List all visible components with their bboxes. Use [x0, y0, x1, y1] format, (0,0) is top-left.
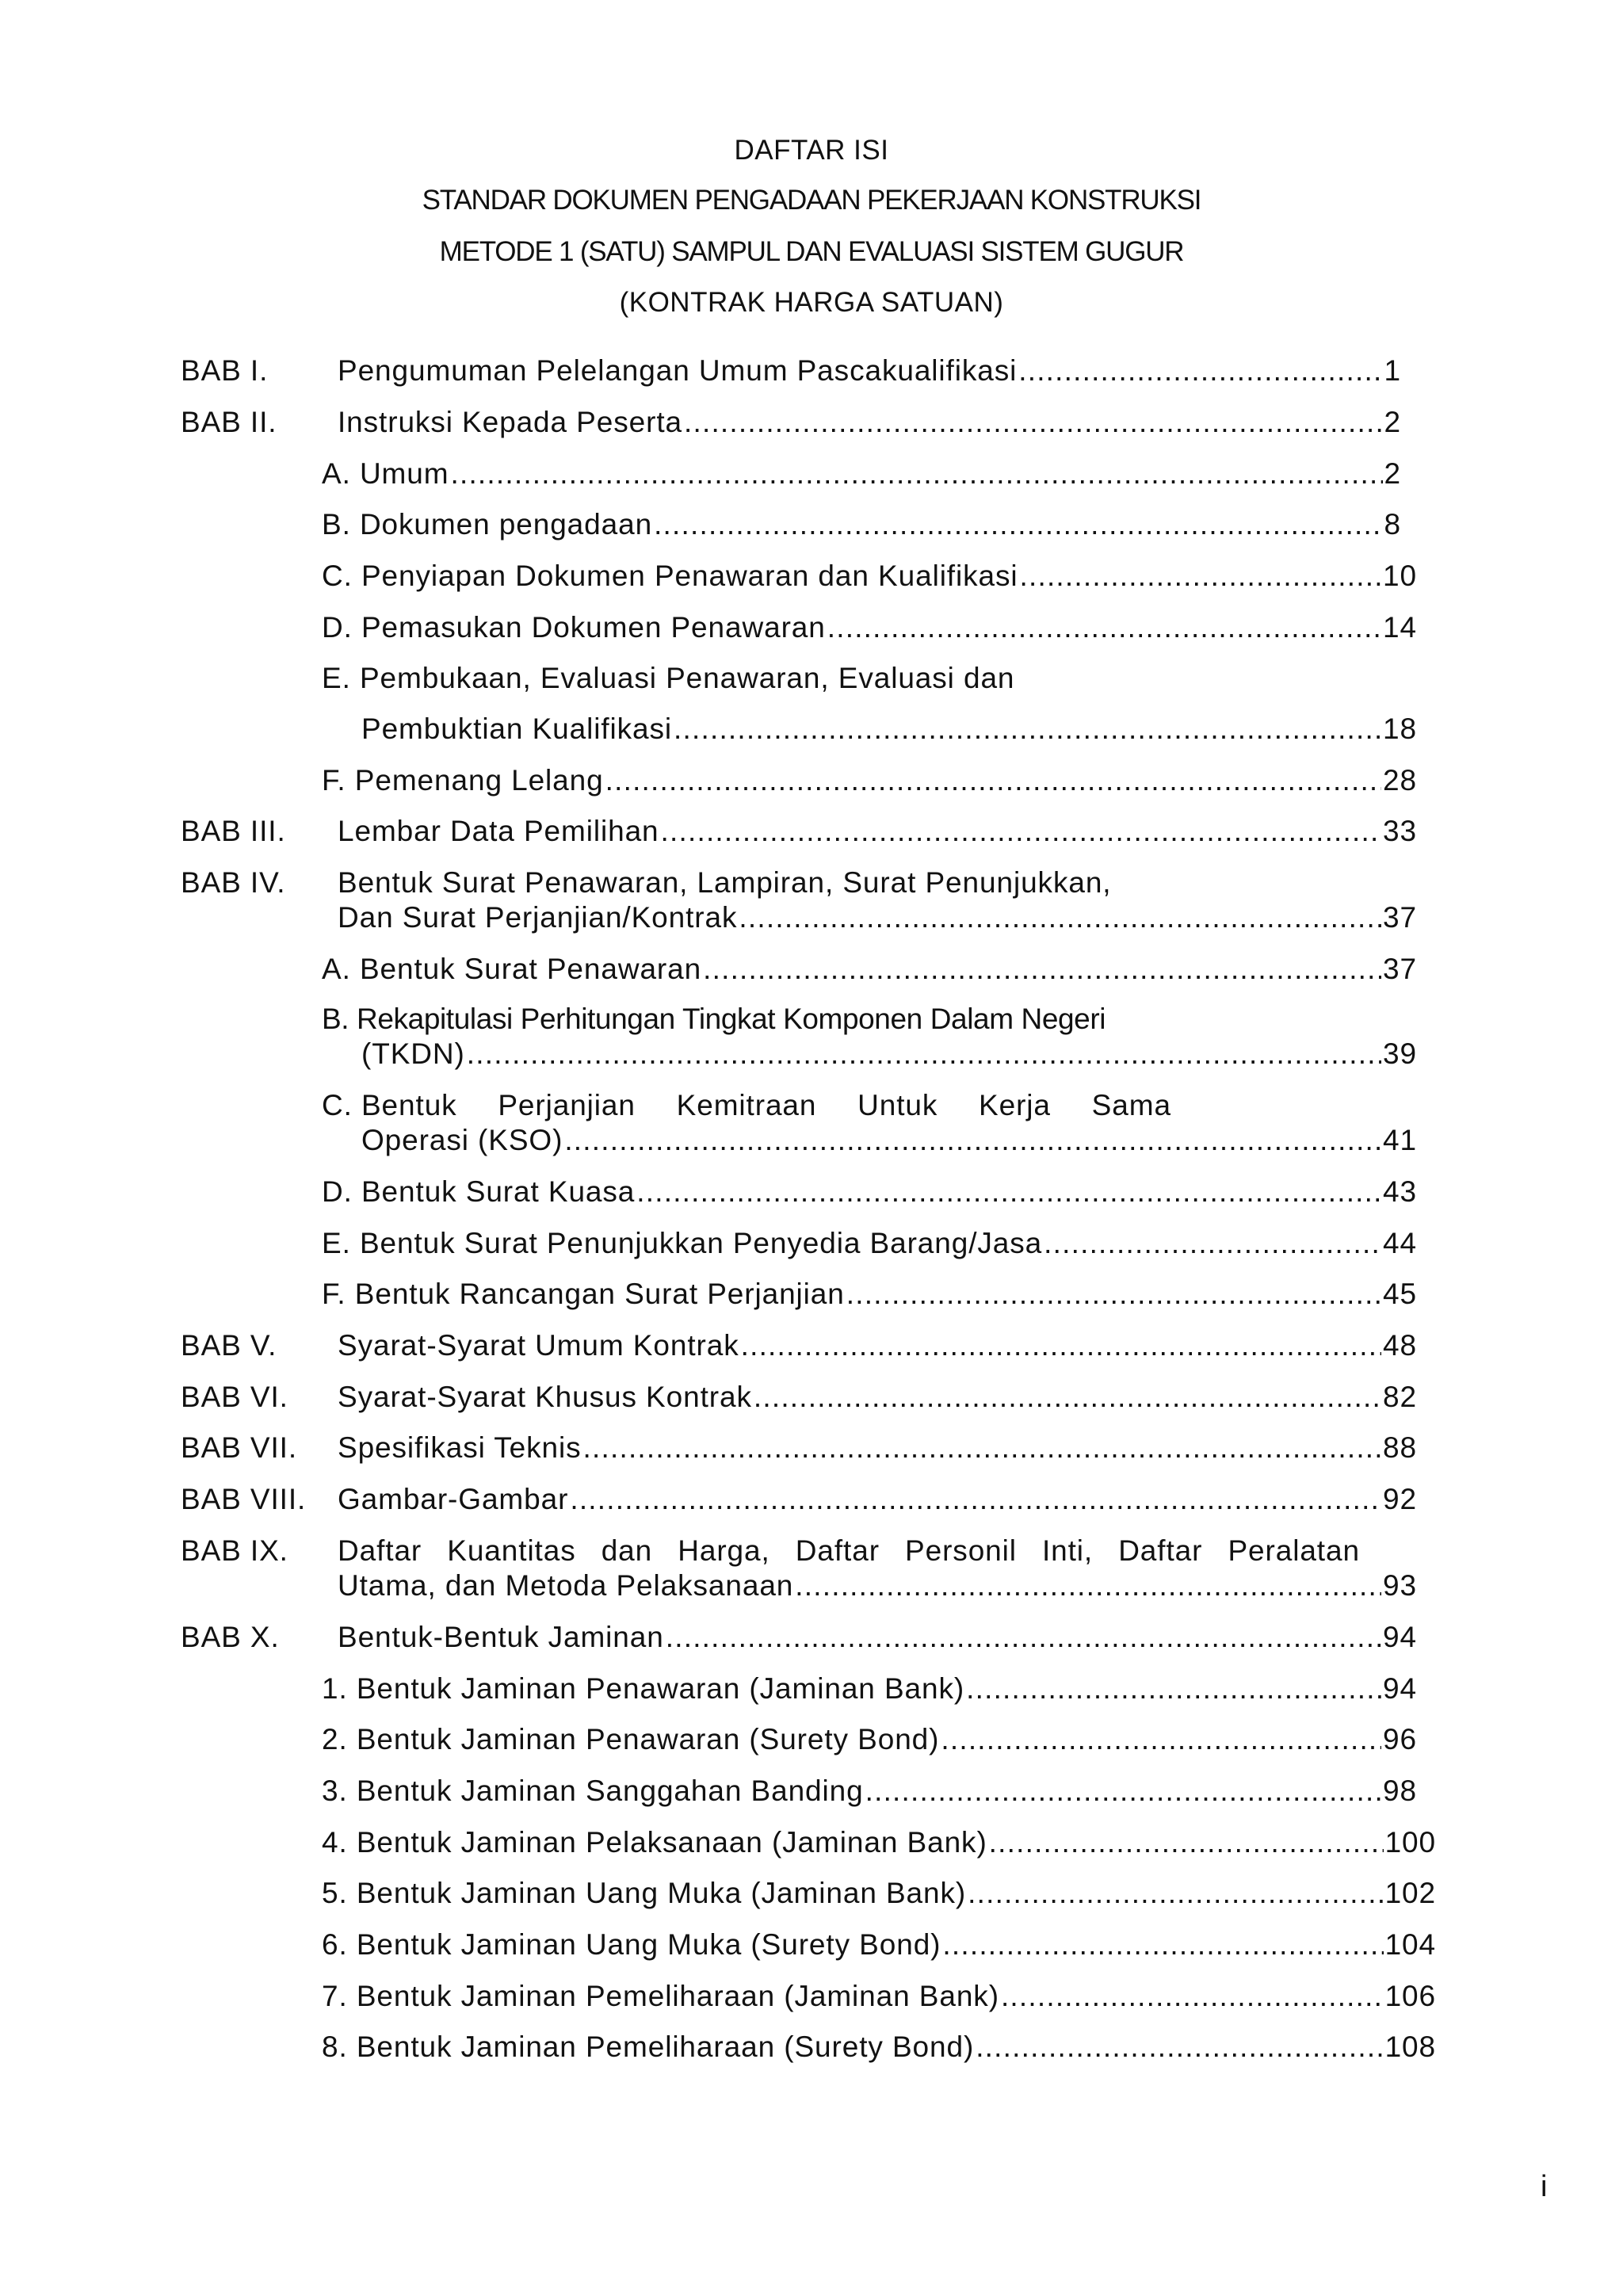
toc-subentry[interactable] — [322, 1277, 1417, 1312]
toc-page-number: 10 — [1383, 560, 1417, 592]
toc-word: Daftar — [795, 1534, 880, 1567]
toc-leader-dots — [989, 1825, 1384, 1860]
toc-subentry[interactable] — [322, 1175, 1417, 1209]
toc-page-number: 94 — [1383, 1621, 1417, 1653]
toc-page-number: 28 — [1383, 764, 1417, 797]
toc-subentry-title-line1[interactable]: B. Rekapitulasi Perhitungan Tingkat Komponen Dalam Negeri — [322, 1003, 1106, 1035]
toc-entry-title: D. Pemasukan Dokumen Penawaran — [322, 611, 826, 644]
toc-chapter-number: BAB I. — [181, 354, 269, 387]
toc-word: Kerja — [979, 1089, 1051, 1121]
toc-subentry[interactable] — [361, 712, 1417, 747]
document-subtitle-1: STANDAR DOKUMEN PENGADAAN PEKERJAAN KONSTRUKSI — [422, 185, 1201, 216]
toc-entry-title: Spesifikasi Teknis — [338, 1431, 582, 1464]
toc-entry-title: Syarat-Syarat Khusus Kontrak — [338, 1381, 752, 1413]
toc-subentry-title-line1[interactable]: E. Pembukaan, Evaluasi Penawaran, Evaluasi dan — [322, 662, 1015, 694]
toc-leader-dots — [1044, 1226, 1381, 1261]
toc-leader-dots — [966, 1671, 1381, 1706]
toc-entry-title: 3. Bentuk Jaminan Sanggahan Banding — [322, 1775, 864, 1807]
toc-entry-title: 1. Bentuk Jaminan Penawaran (Jaminan Bank) — [322, 1672, 965, 1705]
toc-page-number: 82 — [1383, 1381, 1417, 1413]
toc-word: dan — [601, 1534, 653, 1567]
page-number: i — [1541, 2170, 1548, 2203]
toc-page-number: 48 — [1383, 1329, 1417, 1362]
toc-chapter-number: BAB IV. — [181, 866, 286, 899]
toc-leader-dots — [661, 814, 1381, 849]
toc-word: C. Bentuk — [322, 1089, 457, 1121]
toc-entry-title: Instruksi Kepada Peserta — [338, 406, 682, 438]
toc-entry-title: Lembar Data Pemilihan — [338, 815, 659, 847]
toc-chapter-number: BAB VI. — [181, 1381, 288, 1413]
toc-word: Daftar — [1118, 1534, 1203, 1567]
toc-entry-title: A. Umum — [322, 457, 449, 490]
toc-word: Inti, — [1041, 1534, 1094, 1567]
toc-subentry[interactable] — [322, 610, 1417, 645]
toc-page-number: 93 — [1383, 1569, 1417, 1602]
toc-page-number: 18 — [1383, 712, 1417, 745]
toc-leader-dots — [570, 1482, 1381, 1517]
toc-page-number: 41 — [1383, 1124, 1417, 1156]
toc-entry-title: 7. Bentuk Jaminan Pemeliharaan (Jaminan Bank) — [322, 1980, 999, 2012]
toc-subentry[interactable] — [322, 1876, 1436, 1911]
toc-page-number: 14 — [1383, 611, 1417, 644]
toc-entry-title: Syarat-Syarat Umum Kontrak — [338, 1329, 739, 1362]
toc-leader-dots — [741, 1328, 1381, 1363]
toc-entry-title: 6. Bentuk Jaminan Uang Muka (Surety Bond) — [322, 1928, 941, 1961]
toc-entry-title: 4. Bentuk Jaminan Pelaksanaan (Jaminan Bank) — [322, 1826, 987, 1859]
toc-leader-dots — [1001, 1979, 1384, 2014]
toc-leader-dots — [865, 1774, 1381, 1809]
toc-chapter-number: BAB III. — [181, 815, 286, 847]
toc-leader-dots — [739, 900, 1381, 935]
toc-entry[interactable] — [338, 353, 1401, 388]
toc-entry-title: (TKDN) — [361, 1037, 465, 1070]
toc-leader-dots — [450, 457, 1382, 491]
toc-page-number: 102 — [1384, 1877, 1436, 1909]
toc-entry-title: D. Bentuk Surat Kuasa — [322, 1175, 636, 1208]
toc-entry-title: Dan Surat Perjanjian/Kontrak — [338, 901, 738, 934]
toc-word: Kemitraan — [676, 1089, 817, 1121]
toc-page-number: 43 — [1383, 1175, 1417, 1208]
toc-entry-title: A. Bentuk Surat Penawaran — [322, 953, 702, 985]
toc-subentry[interactable] — [322, 1927, 1436, 1962]
toc-entry-title: 5. Bentuk Jaminan Uang Muka (Jaminan Bank) — [322, 1877, 967, 1909]
toc-entry-title: C. Penyiapan Dokumen Penawaran dan Kualifikasi — [322, 560, 1018, 592]
toc-chapter-number: BAB II. — [181, 406, 277, 438]
toc-page-number: 2 — [1384, 457, 1401, 490]
toc-leader-dots — [674, 712, 1381, 747]
toc-page-number: 37 — [1383, 953, 1417, 985]
toc-page-number: 1 — [1384, 354, 1401, 387]
toc-subentry[interactable] — [322, 2030, 1436, 2065]
toc-leader-dots — [1018, 353, 1382, 388]
toc-entry-title: Pengumuman Pelelangan Umum Pascakualifikasi — [338, 354, 1018, 387]
toc-subentry[interactable] — [322, 1722, 1417, 1757]
toc-entry-title: Pembuktian Kualifikasi — [361, 712, 673, 745]
toc-entry-title: Bentuk-Bentuk Jaminan — [338, 1621, 664, 1653]
toc-entry-title: 8. Bentuk Jaminan Pemeliharaan (Surety Bond) — [322, 2030, 975, 2063]
toc-leader-dots — [467, 1037, 1381, 1072]
toc-chapter-number: BAB IX. — [181, 1534, 288, 1567]
toc-leader-dots — [1020, 559, 1382, 594]
toc-subentry[interactable] — [322, 1825, 1436, 1860]
toc-subentry[interactable] — [322, 1774, 1417, 1809]
toc-page-number: 45 — [1383, 1278, 1417, 1310]
toc-leader-dots — [942, 1927, 1383, 1962]
toc-leader-dots — [583, 1431, 1381, 1465]
toc-entry-title: Operasi (KSO) — [361, 1124, 563, 1156]
toc-word: Untuk — [857, 1089, 938, 1121]
toc-leader-dots — [846, 1277, 1381, 1312]
toc-subentry[interactable] — [361, 1037, 1417, 1072]
toc-entry-title: Gambar-Gambar — [338, 1483, 569, 1515]
toc-subentry[interactable] — [322, 1979, 1436, 2014]
toc-chapter-number: BAB V. — [181, 1329, 277, 1362]
toc-subentry[interactable] — [322, 952, 1417, 987]
toc-subentry[interactable] — [322, 1226, 1417, 1261]
toc-leader-dots — [827, 610, 1381, 645]
toc-page-number: 108 — [1384, 2030, 1436, 2063]
document-subtitle-3: (KONTRAK HARGA SATUAN) — [619, 287, 1004, 318]
toc-entry[interactable] — [338, 1380, 1417, 1415]
toc-entry-title: B. Dokumen pengadaan — [322, 508, 653, 541]
toc-entry[interactable] — [338, 1568, 1417, 1603]
toc-subentry[interactable] — [322, 507, 1401, 542]
toc-subentry[interactable] — [361, 1123, 1417, 1158]
toc-page-number: 37 — [1383, 901, 1417, 934]
toc-entry[interactable] — [338, 814, 1417, 849]
toc-entry-title: F. Pemenang Lelang — [322, 764, 604, 797]
toc-word: Daftar — [338, 1534, 422, 1567]
toc-entry[interactable] — [338, 1431, 1417, 1465]
toc-entry-title: E. Bentuk Surat Penunjukkan Penyedia Barang/Jasa — [322, 1227, 1043, 1259]
toc-page-number: 104 — [1384, 1928, 1436, 1961]
toc-entry[interactable] — [338, 900, 1417, 935]
toc-subentry[interactable] — [322, 1671, 1417, 1706]
toc-leader-dots — [605, 763, 1381, 798]
toc-page-number: 96 — [1383, 1723, 1417, 1755]
toc-word: Sama — [1091, 1089, 1171, 1121]
toc-leader-dots — [968, 1876, 1383, 1911]
toc-word: Perjanjian — [498, 1089, 636, 1121]
toc-page-number: 33 — [1383, 815, 1417, 847]
toc-leader-dots — [976, 2030, 1383, 2065]
toc-chapter-number: BAB VII. — [181, 1431, 298, 1464]
toc-page-number: 88 — [1383, 1431, 1417, 1464]
toc-entry[interactable] — [338, 1328, 1417, 1363]
toc-leader-dots — [684, 405, 1383, 440]
toc-page-number: 100 — [1384, 1826, 1436, 1859]
toc-entry-title-line1[interactable]: Bentuk Surat Penawaran, Lampiran, Surat Penunjukkan, — [338, 866, 1112, 899]
toc-word: Harga, — [678, 1534, 770, 1567]
toc-leader-dots — [636, 1175, 1381, 1209]
toc-leader-dots — [564, 1123, 1381, 1158]
toc-page-number: 98 — [1383, 1775, 1417, 1807]
toc-word: Peralatan — [1228, 1534, 1360, 1567]
toc-page-number: 94 — [1383, 1672, 1417, 1705]
toc-leader-dots — [795, 1568, 1381, 1603]
toc-entry[interactable] — [338, 1482, 1417, 1517]
toc-page-number: 39 — [1383, 1037, 1417, 1070]
toc-page-number: 2 — [1384, 406, 1401, 438]
toc-leader-dots — [754, 1380, 1381, 1415]
toc-word: Kuantitas — [447, 1534, 576, 1567]
document-subtitle-2: METODE 1 (SATU) SAMPUL DAN EVALUASI SISTEM GUGUR — [439, 236, 1184, 267]
toc-leader-dots — [666, 1620, 1381, 1655]
toc-entry-title-line1[interactable] — [338, 1534, 1360, 1568]
toc-entry-title: Utama, dan Metoda Pelaksanaan — [338, 1569, 794, 1602]
toc-page-number: 92 — [1383, 1483, 1417, 1515]
toc-chapter-number: BAB X. — [181, 1621, 280, 1653]
document-title: DAFTAR ISI — [734, 135, 889, 166]
toc-page-number: 106 — [1384, 1980, 1436, 2012]
toc-page-number: 8 — [1384, 508, 1401, 541]
toc-leader-dots — [703, 952, 1381, 987]
toc-entry-title: F. Bentuk Rancangan Surat Perjanjian — [322, 1278, 845, 1310]
toc-page-number: 44 — [1383, 1227, 1417, 1259]
toc-subentry[interactable] — [322, 457, 1401, 491]
toc-subentry-title-line1[interactable] — [322, 1088, 1171, 1123]
toc-leader-dots — [941, 1722, 1381, 1757]
toc-entry[interactable] — [338, 405, 1401, 440]
toc-chapter-number: BAB VIII. — [181, 1483, 307, 1515]
toc-word: Personil — [905, 1534, 1017, 1567]
toc-subentry[interactable] — [322, 559, 1417, 594]
toc-entry-title: 2. Bentuk Jaminan Penawaran (Surety Bond) — [322, 1723, 940, 1755]
toc-subentry[interactable] — [322, 763, 1417, 798]
toc-leader-dots — [654, 507, 1382, 542]
toc-entry[interactable] — [338, 1620, 1417, 1655]
